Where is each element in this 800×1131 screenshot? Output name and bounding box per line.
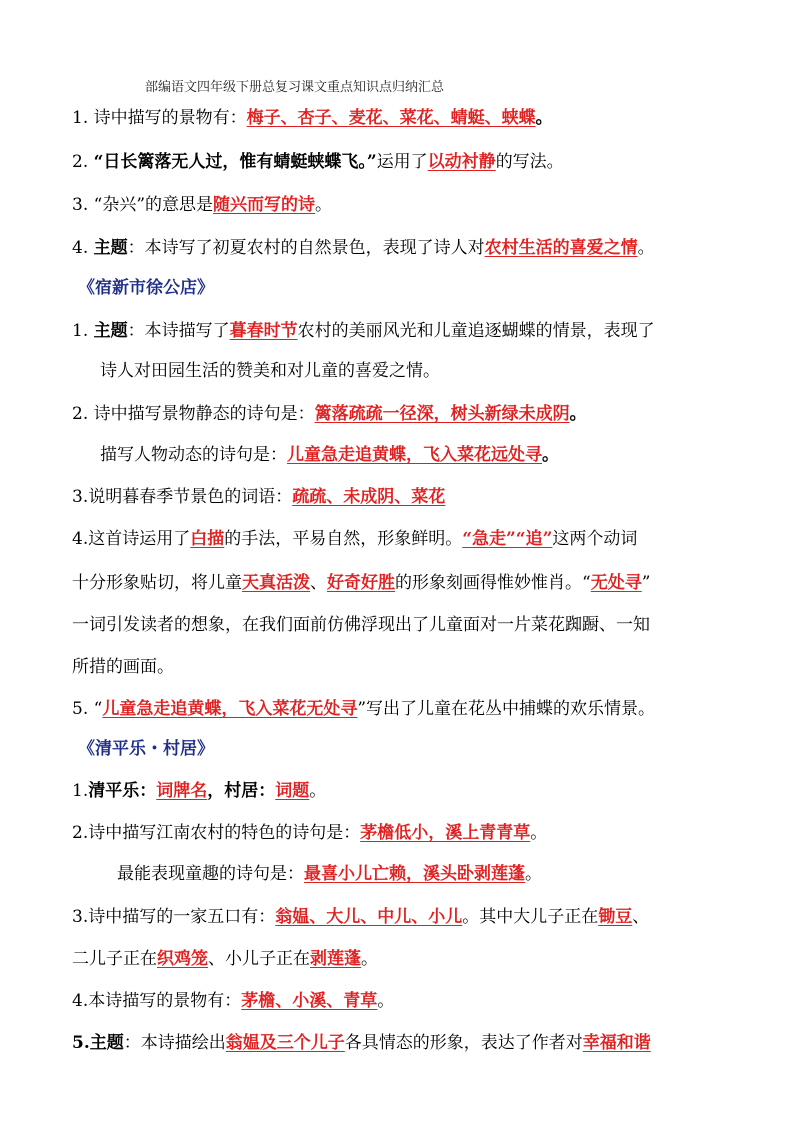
answer: 无处寻 <box>590 573 642 593</box>
line-13: 所措的画面。 <box>72 657 174 677</box>
text: 。 <box>525 864 542 884</box>
text: ：本诗描写了 <box>127 321 230 341</box>
text: 。 <box>361 949 378 969</box>
answer: 好奇好胜 <box>327 573 395 593</box>
text: 。 <box>377 991 395 1011</box>
answer: 农村生活的喜爱之情 <box>484 238 638 258</box>
text: 1. 诗中描写的景物有： <box>72 108 247 128</box>
text: 、小儿子正在 <box>208 949 310 969</box>
answer: 织鸡笼 <box>157 949 208 969</box>
line-17 <box>117 862 797 886</box>
line-18 <box>72 905 752 929</box>
text: 。 <box>309 781 327 801</box>
text: 4.本诗描写的景物有： <box>72 991 242 1011</box>
line-3 <box>72 193 752 217</box>
text: 5. <box>72 1033 90 1053</box>
text: ” <box>641 573 651 593</box>
answer: 天真活泼 <box>242 573 310 593</box>
theme-label: 主题 <box>93 321 128 341</box>
text: 农村的美丽风光和儿童追逐蝴蝶的情景，表现了 <box>297 321 655 341</box>
answer: 儿童急走追黄蝶，飞入菜花远处寻 <box>287 445 542 465</box>
text: 。 <box>315 195 333 215</box>
text: 。其中大儿子正在 <box>462 907 599 927</box>
line-14 <box>72 697 752 721</box>
text: 的写法。 <box>495 152 564 172</box>
label: 清平乐： <box>88 781 157 801</box>
answer: 词题 <box>275 781 310 801</box>
text: 、 <box>632 907 650 927</box>
text: 3.诗中描写的一家五口有： <box>72 907 276 927</box>
text: 各具情态的形象，表达了作者对 <box>344 1033 583 1053</box>
answer: 茅檐低小，溪上青青草 <box>360 823 531 843</box>
text: 的手法，平易自然，形象鲜明。 <box>224 529 463 549</box>
line-15 <box>72 779 752 803</box>
text: 运用了 <box>376 152 428 172</box>
answer: 随兴而写的诗 <box>213 195 316 215</box>
text: 1. <box>72 781 89 801</box>
line-6: 诗人对田园生活的赞美和对儿童的喜爱之情。 <box>100 361 440 381</box>
line-4 <box>72 236 752 260</box>
bold-quote: “日长篱落无人过，惟有蜻蜓蛱蝶飞。” <box>93 152 377 172</box>
answer: 以动衬静 <box>427 152 496 172</box>
line-12: 一词引发读者的想象，在我们面前仿佛浮现出了儿童面对一片菜花踟蹰、一知 <box>72 615 650 635</box>
label: 村居： <box>224 781 276 801</box>
answer: 剥莲蓬 <box>310 949 361 969</box>
text: 3.说明暮春季节景色的词语： <box>72 487 293 507</box>
text: 、 <box>310 573 327 593</box>
answer: 最喜小儿亡赖，溪头卧剥莲蓬 <box>304 864 525 884</box>
line-10 <box>72 527 752 551</box>
answer: 茅檐、小溪、青草 <box>241 991 378 1011</box>
line-5 <box>72 319 752 343</box>
text: 4. <box>72 238 94 258</box>
text: 。 <box>530 823 548 843</box>
text: 这两个动词 <box>552 529 638 549</box>
text: ：本诗描绘出 <box>123 1033 226 1053</box>
theme-label: 主题 <box>89 1033 124 1053</box>
text: 2.诗中描写江南农村的特色的诗句是： <box>72 823 361 843</box>
text: 。 <box>569 404 587 424</box>
line-1 <box>72 106 752 130</box>
text: 5. “ <box>72 699 103 719</box>
line-7 <box>72 402 752 426</box>
answer: 疏疏、未成阴、菜花 <box>292 487 446 507</box>
section-title-2: 《清平乐・村居》 <box>78 739 214 759</box>
answer: 翁媪、大儿、中儿、小儿 <box>275 907 463 927</box>
page-header: 部编语文四年级下册总复习课文重点知识点归纳汇总 <box>145 80 445 95</box>
text: ：本诗写了初夏农村的自然景色，表现了诗人对 <box>127 238 485 258</box>
line-20 <box>72 989 752 1013</box>
text: 2. 诗中描写景物静态的诗句是： <box>72 404 315 424</box>
answer: “急走”“追” <box>462 529 553 549</box>
line-21 <box>72 1031 752 1055</box>
section-title-1: 《宿新市徐公店》 <box>78 278 214 298</box>
text: 的形象刻画得惟妙惟肖。“ <box>395 573 591 593</box>
answer: 锄豆 <box>598 907 633 927</box>
text: 。 <box>637 238 655 258</box>
text: 十分形象贴切，将儿童 <box>72 573 242 593</box>
line-2 <box>72 150 752 174</box>
answer: 篱落疏疏一径深，树头新绿未成阴 <box>314 404 570 424</box>
line-9 <box>72 485 752 509</box>
text: 4.这首诗运用了 <box>72 529 191 549</box>
answer: 翁媪及三个儿子 <box>225 1033 345 1053</box>
text: 。 <box>542 445 559 465</box>
answer: 幸福和谐 <box>582 1033 651 1053</box>
theme-label: 主题 <box>93 238 128 258</box>
text: 二儿子正在 <box>72 949 157 969</box>
text: 2. <box>72 152 94 172</box>
text: 1. <box>72 321 94 341</box>
text: 3. “杂兴”的意思是 <box>72 195 214 215</box>
answer: 词牌名 <box>156 781 208 801</box>
line-16 <box>72 821 752 845</box>
answer: 暮春时节 <box>229 321 298 341</box>
answer: 白描 <box>190 529 225 549</box>
answer: 梅子、杏子、麦花、菜花、蜻蜓、蛱蝶 <box>246 108 536 128</box>
text: ， <box>207 781 225 801</box>
line-11 <box>72 571 752 595</box>
text: 。 <box>535 108 553 128</box>
text: 描写人物动态的诗句是： <box>100 445 287 465</box>
line-19 <box>72 947 752 971</box>
answer: 儿童急走追黄蝶，飞入菜花无处寻 <box>102 699 358 719</box>
line-8 <box>100 443 780 467</box>
text: 最能表现童趣的诗句是： <box>117 864 304 884</box>
text: ”写出了儿童在花丛中捕蝶的欢乐情景。 <box>357 699 656 719</box>
